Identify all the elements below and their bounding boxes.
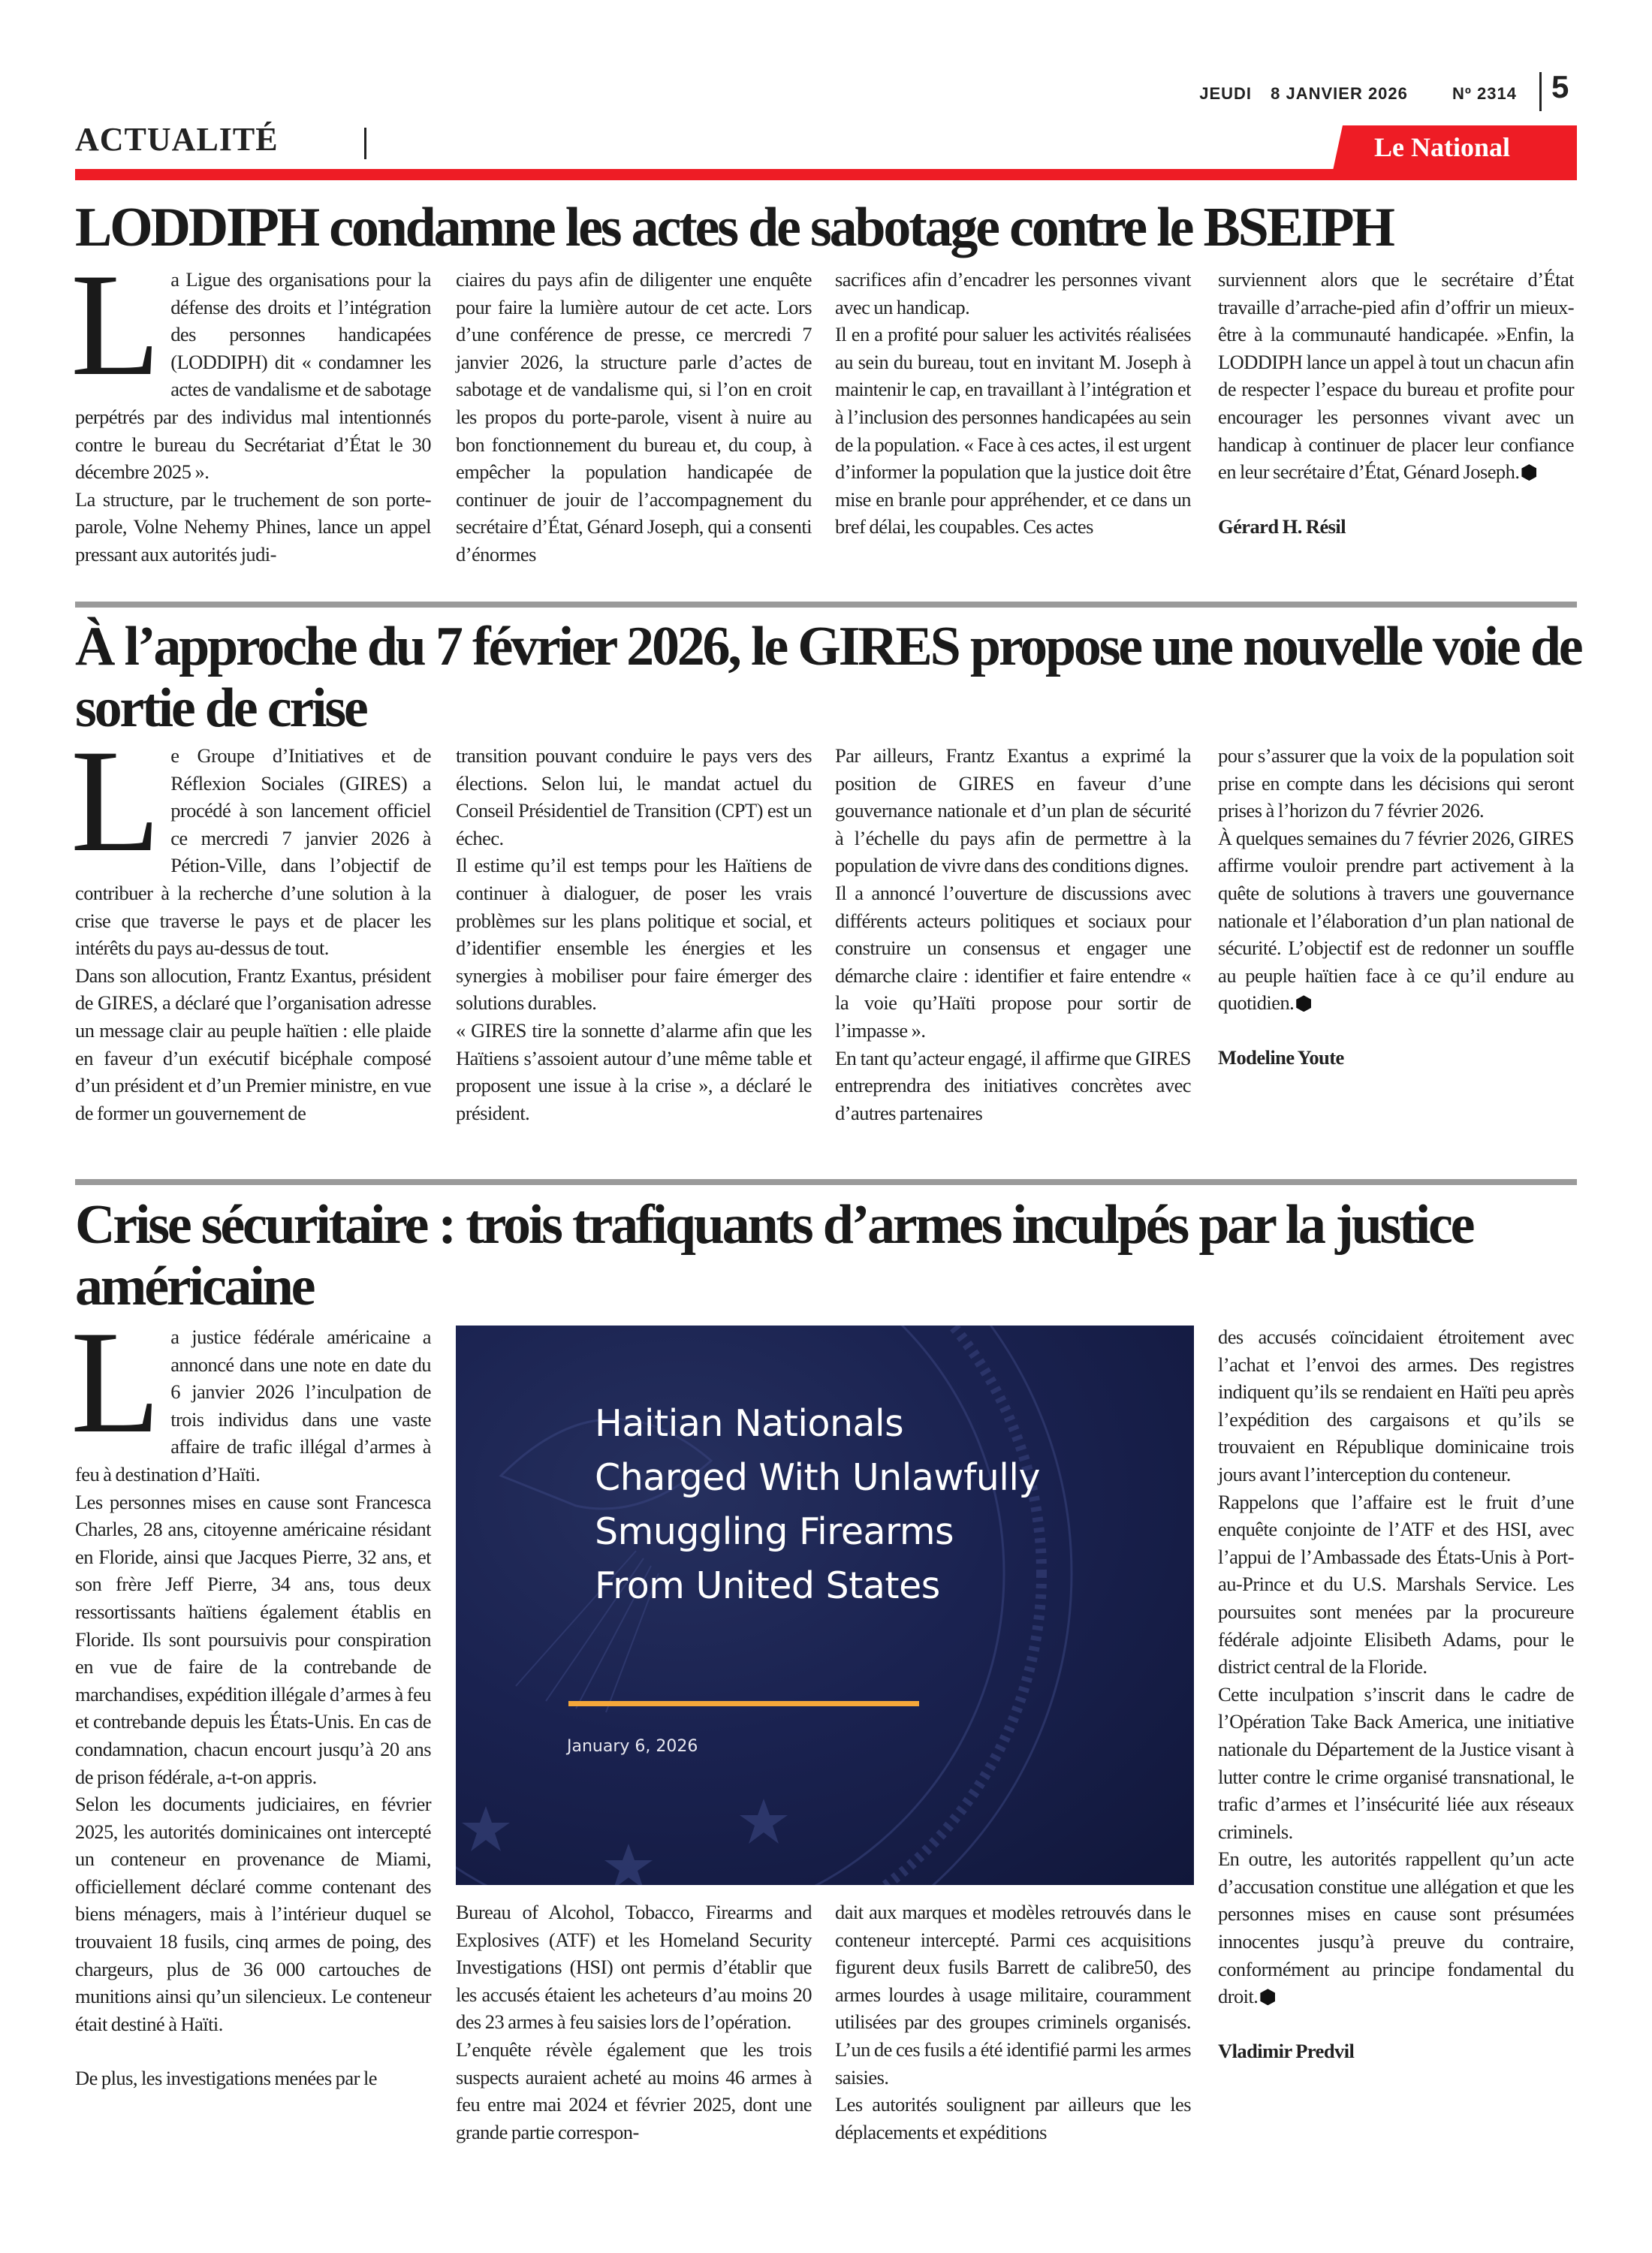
- article-2-column-3: [835, 742, 1191, 1126]
- paragraph: « GIRES tire la sonnette d’alarme afin que les Haïtiens s’assoient autour d’une même table et proposent une issue à la crise », a déclaré le président.: [456, 1018, 812, 1124]
- article-separator: [75, 1179, 1577, 1185]
- paragraph: surviennent alors que le secrétaire d’État travaille d’arrache-pied afin d’offrir un mieux-être à la communauté handicapée. »Enfin, la LODDIPH lance un appel à tout un chacun afin de respecter l’espace du bureau et profite pour encourager les personnes vivant avec un handicap à continuer de placer leur confiance en leur secrétaire d’État, Génard Joseph.: [1218, 268, 1574, 484]
- article-1-column-3: [835, 266, 1191, 541]
- paragraph: À quelques semaines du 7 février 2026, GIRES affirme vouloir prendre part activement à la quête de solutions à travers une gouvernance nationale et l’élaboration d’un plan national de sécurité. L’objectif est de redonner un souffle au peuple haïtien face à ce qu’il endure au quotidien.: [1218, 826, 1574, 1015]
- paragraph: Les personnes mises en cause sont Francesca Charles, 28 ans, citoyenne américaine résidant en Floride, ainsi que Jacques Pierre, 32 ans, et son frère Jeff Pierre, 34 ans, tous deux ressortissants haïtiens également établis en Floride. Ils sont poursuivis pour conspiration en vue de faire de la contrebande de marchandises, expédition illégale d’armes à feu et contrebande depuis les États-Unis. En cas de condamnation, chacun encourt jusqu’à 20 ans de prison fédérale, a-t-on appris.: [75, 1490, 431, 1788]
- article-2-column-2: [456, 742, 812, 1126]
- paragraph: dait aux marques et modèles retrouvés dans le conteneur intercepté. Parmi ces acquisitions figurent deux fusils Barrett de calibre50, des armes lourdes à usage militaire, couramment utilisées par des groupes criminels organisés. L’un de ces fusils a été identifié parmi les armes saisies.: [835, 1901, 1191, 2089]
- article-3-column-3: [835, 1899, 1191, 2146]
- image-headline: [595, 1397, 1040, 1613]
- issue-day: JEUDI: [1199, 84, 1252, 103]
- article-1-column-4: [1218, 266, 1574, 540]
- article-3-column-1: [71, 1301, 431, 2092]
- drop-cap: L: [71, 1301, 161, 1464]
- paragraph: transition pouvant conduire le pays vers des élections. Selon lui, le mandat actuel du Conseil Présidentiel de Transition (CPT) est un échec.: [456, 744, 812, 849]
- drop-cap: L: [71, 243, 161, 406]
- end-mark-icon: [1260, 1989, 1275, 2005]
- article-2-column-4: [1218, 742, 1574, 1072]
- paragraph: La structure, par le truchement de son porte-parole, Volne Nehemy Phines, lance un appel pressant aux autorités judi-: [75, 487, 431, 566]
- article-1-author: Gérard H. Résil: [1218, 514, 1346, 538]
- article-1-column-2: [456, 266, 812, 569]
- paragraph: En tant qu’acteur engagé, il affirme que GIRES entreprendra des initiatives concrètes avec d’autres partenaires: [835, 1046, 1191, 1124]
- paragraph: Il estime qu’il est temps pour les Haïtiens de continuer à dialoguer, de poser les vrais problèmes sur les plans politique et social, et d’identifier ensemble les énergies et les synergies à mobiliser pour faire émerger des solutions durables.: [456, 854, 812, 1015]
- section-divider: [364, 128, 366, 159]
- paragraph: Dans son allocution, Frantz Exantus, président de GIRES, a déclaré que l’organisation adresse un message clair au peuple haïtien : elle plaide en faveur d’un exécutif bicéphale composé d’un président et d’un Premier ministre, en vue de former un gouvernement de: [75, 964, 431, 1124]
- drop-cap: L: [71, 719, 161, 882]
- paragraph: L’enquête révèle également que les trois suspects auraient acheté au moins 46 armes à feu entre mai 2024 et février 2025, dont une grande partie correspon-: [456, 2037, 812, 2143]
- end-mark-icon: [1296, 995, 1311, 1012]
- image-headline-line: Charged With Unlawfully: [595, 1456, 1041, 1499]
- paragraph: Les autorités soulignent par ailleurs que les déplacements et expéditions: [835, 2093, 1191, 2143]
- paragraph: a Ligue des organisations pour la défense des droits et l’intégration des personnes handicapées (LODDIPH) dit « condamner les actes de vandalisme et de sabotage perpétrés par des individus mal intentionnés contre le bureau du Secrétariat d’État le 30 décembre 2025 ».: [75, 268, 431, 484]
- image-date: January 6, 2026: [567, 1737, 698, 1756]
- article-3-headline: Crise sécuritaire : trois trafiquants d’armes inculpés par la justice américaine: [75, 1194, 1473, 1317]
- paragraph: Il en a profité pour saluer les activités réalisées au sein du bureau, tout en invitant M. Joseph à maintenir le cap, en travaillant à l’intégration et à l’inclusion des personnes handicapées au sein de la population. « Face à ces actes, il est urgent d’informer la population que la justice doit être mise en branle pour appréhender, et ce dans un bref délai, les coupables. Ces actes: [835, 323, 1191, 538]
- article-1-headline: LODDIPH condamne les actes de sabotage contre le BSEIPH: [75, 197, 1393, 258]
- section-title: ACTUALITÉ: [75, 121, 279, 158]
- article-3-author: Vladimir Predvil: [1218, 2039, 1355, 2062]
- paragraph: des accusés coïncidaient étroitement avec l’achat et l’envoi des armes. Des registres indiquent qu’ils se rendaient en Haïti peu après l’expédition des cargaisons et qu’ils se trouvaient en République dominicaine trois jours avant l’interception du conteneur.: [1218, 1326, 1574, 1485]
- article-2-headline: À l’approche du 7 février 2026, le GIRES propose une nouvelle voie de sortie de crise: [75, 616, 1581, 739]
- brand-logo: Le National: [1374, 132, 1511, 162]
- paragraph: Par ailleurs, Frantz Exantus a exprimé la position de GIRES en faveur d’une gouvernance nationale et d’un plan de sécurité à l’échelle du pays afin de permettre à la population de vivre dans des conditions dignes.: [835, 744, 1191, 877]
- issue-date-line: [1126, 84, 1517, 104]
- paragraph: Rappelons que l’affaire est le fruit d’une enquête conjointe de l’ATF et des HSI, avec l’appui de l’Ambassade des États-Unis à Port-au-Prince et du U.S. Marshals Service. Les poursuites sont menées par la procureure fédérale adjointe Elisibeth Adams, pour le district central de la Floride.: [1218, 1490, 1574, 1678]
- paragraph: e Groupe d’Initiatives et de Réflexion Sociales (GIRES) a procédé à son lancement officiel ce mercredi 7 janvier 2026 à Pétion-Ville, dans l’objectif de contribuer à la recherche d’une solution à la crise que traverse le pays et de placer les intérêts du pays au-dessus de tout.: [75, 744, 431, 960]
- article-3-column-2: [456, 1899, 812, 2146]
- paragraph: De plus, les investigations menées par le: [75, 2067, 377, 2090]
- article-3-image: [456, 1326, 1194, 1885]
- image-accent-rule: [568, 1701, 919, 1706]
- article-2-author: Modeline Youte: [1218, 1045, 1344, 1069]
- paragraph: sacrifices afin d’encadrer les personnes vivant avec un handicap.: [835, 268, 1191, 318]
- end-mark-icon: [1521, 464, 1536, 481]
- image-headline-line: Smuggling Firearms: [595, 1510, 954, 1553]
- image-headline-line: Haitian Nationals: [595, 1402, 904, 1445]
- paragraph: pour s’assurer que la voix de la population soit prise en compte dans les décisions qui seront prises à l’horizon du 7 février 2026.: [1218, 744, 1574, 822]
- paragraph: Selon les documents judiciaires, en février 2025, les autorités dominicaines ont intercepté un conteneur en provenance de Miami, officiellement déclaré comme contenant des biens ménagers, mais à l’intérieur duquel se trouvaient 18 fusils, cinq armes de poing, des chargeurs, plus de 36 000 cartouches de munitions ainsi qu’un silencieux. Le conteneur était destiné à Haïti.: [75, 1793, 431, 2035]
- issue-date: 8 JANVIER 2026: [1271, 84, 1408, 103]
- page-number: 5: [1551, 69, 1569, 104]
- header-divider: [1539, 72, 1542, 111]
- article-separator: [75, 602, 1577, 608]
- paragraph: Il a annoncé l’ouverture de discussions avec différents acteurs politiques et sociaux pour construire un consensus et engager une démarche claire : identifier et faire entendre « la voie qu’Haïti propose pour sortir de l’impasse ».: [835, 881, 1191, 1042]
- paragraph: ciaires du pays afin de diligenter une enquête pour faire la lumière autour de cet acte. Lors d’une conférence de presse, ce mercredi 7 janvier 2026, la structure parle d’actes de sabotage et de vandalisme qui, si l’on en croit les propos du porte-parole, visent à nuire au bon fonctionnement du bureau et, du coup, à empêcher la population handicapée de continuer de jouir de l’accompagnement du secrétaire d’État, Génard Joseph, qui a consenti d’énormes: [456, 268, 812, 566]
- header-red-rule: [75, 169, 1577, 180]
- article-3-column-4: [1218, 1323, 1574, 2064]
- paragraph: Bureau of Alcohol, Tobacco, Firearms and Explosives (ATF) et les Homeland Security Investigations (HSI) ont permis d’établir que les accusés étaient les acheteurs d’au moins 20 des 23 armes à feu saisies lors de l’opération.: [456, 1901, 812, 2034]
- issue-number: Nº 2314: [1452, 84, 1517, 103]
- image-headline-line: From United States: [595, 1564, 940, 1607]
- article-1-column-1: [71, 243, 431, 569]
- paragraph: a justice fédérale américaine a annoncé dans une note en date du 6 janvier 2026 l’inculpation de trois individus dans une vaste affaire de trafic illégal d’armes à feu à destination d’Haïti.: [75, 1326, 431, 1485]
- article-2-column-1: [71, 719, 431, 1126]
- paragraph: En outre, les autorités rappellent qu’un acte d’accusation constitue une allégation et que les personnes mises en cause sont présumées innocentes jusqu’à preuve du contraire, conformément au principe fondamental du droit.: [1218, 1847, 1574, 2008]
- paragraph: Cette inculpation s’inscrit dans le cadre de l’Opération Take Back America, une initiative nationale du Département de la Justice visant à lutter contre le crime organisé transnational, le trafic d’armes et l’insécurité liée aux réseaux criminels.: [1218, 1682, 1574, 1843]
